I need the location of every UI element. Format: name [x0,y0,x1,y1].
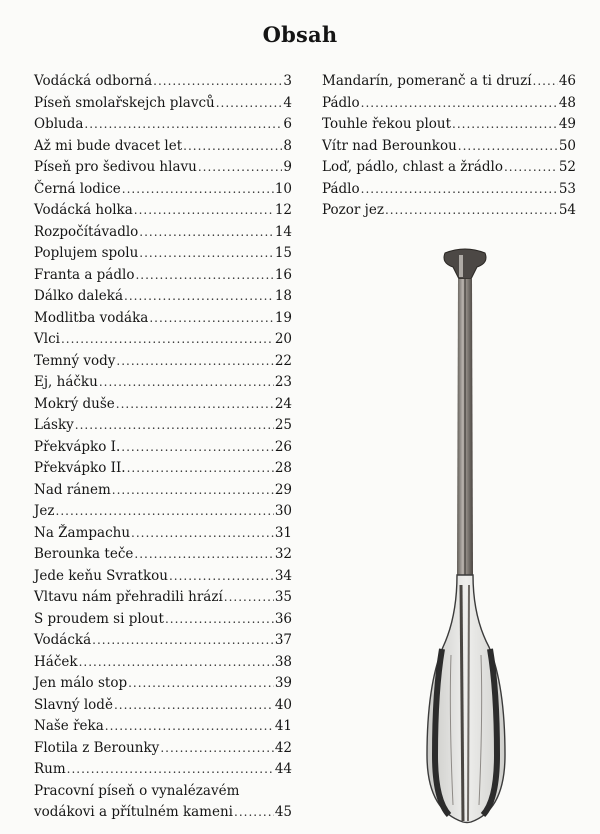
toc-dot-leader [149,311,274,325]
toc-entry [34,116,292,138]
toc-entry [322,116,576,138]
toc-entry-page: 10 [274,180,292,197]
toc-entry-title: Jede keňu Svratkou [34,567,168,584]
toc-entry [34,310,292,332]
toc-entry-title: Loď, pádlo, chlast a žrádlo [322,159,503,175]
toc-dot-leader [92,633,274,647]
toc-entry [34,675,292,697]
toc-entry-title: Touhle řekou plout [322,116,452,132]
toc-entry-page: 9 [283,159,292,175]
toc-entry-page: 23 [274,374,292,390]
toc-entry-page: 53 [558,180,576,197]
toc-entry-page: 6 [283,116,292,132]
toc-entry [34,396,292,418]
toc-entry-title: Až mi bude dvacet let [34,137,183,154]
toc-dot-leader [105,719,274,733]
toc-right-column [322,73,576,224]
toc-entry [34,95,292,117]
toc-entry-page: 8 [283,137,292,154]
toc-entry [34,783,292,826]
toc-entry-title: Modlitba vodáka [34,309,149,326]
toc-entry-title: Flotila z Berounky [34,739,160,756]
toc-entry-page: 50 [558,137,576,154]
toc-entry-page: 39 [274,675,292,691]
toc-dot-leader [67,762,274,776]
toc-entry-page: 38 [274,653,292,670]
toc-entry-title: Vodácká holka [34,202,133,218]
toc-entry-title: Dálko daleká [34,288,124,304]
toc-entry [34,224,292,246]
toc-entry [34,245,292,267]
toc-entry-title: Poplujem spolu [34,245,139,261]
toc-dot-leader [134,203,274,217]
toc-entry-title: Pracovní píseň o vynalézavém [34,782,240,799]
toc-entry [34,331,292,353]
toc-dot-leader [114,698,274,712]
toc-dot-leader [56,504,274,518]
toc-entry-page: 35 [274,589,292,605]
toc-entry-title: Nad ránem [34,481,111,498]
toc-entry-page: 16 [274,266,292,283]
paddle-grip [444,249,486,279]
toc-entry-title: Jen málo stop [34,675,128,691]
toc-entry-page: 24 [274,395,292,412]
toc-entry-title: Vítr nad Berounkou [322,137,457,154]
toc-entry-page: 44 [274,761,292,777]
toc-entry [34,589,292,611]
toc-entry-page: 4 [283,94,292,111]
toc-entry [34,439,292,461]
toc-entry [322,181,576,203]
toc-entry [34,503,292,525]
toc-dot-leader [183,139,282,153]
toc-entry-page: 3 [283,73,292,89]
toc-entry-title: Ej, háčku [34,374,98,390]
toc-dot-leader [61,332,274,346]
toc-entry [34,697,292,719]
toc-entry-title: Mokrý duše [34,395,115,412]
toc-entry [34,654,292,676]
toc-entry-page: 19 [274,309,292,326]
toc-dot-leader [452,117,558,131]
toc-entry-title: Překvápko I. [34,438,121,455]
toc-dot-leader [160,741,274,755]
toc-dot-leader [139,246,274,260]
toc-dot-leader [75,418,274,432]
toc-entry-title: Berounka teče [34,546,134,562]
toc-dot-leader [216,96,283,110]
toc-dot-leader [198,160,283,174]
toc-entry [322,73,576,95]
toc-entry-title: Pozor jez [322,202,384,218]
toc-entry [34,761,292,783]
toc-entry-title: Háček [34,653,78,670]
toc-entry-page: 15 [274,245,292,261]
toc-entry-page: 32 [274,546,292,562]
toc-entry-page: 31 [274,524,292,541]
toc-left-column [34,73,292,826]
toc-entry [322,159,576,181]
toc-entry-title: Vodácká [34,632,92,648]
toc-entry-page: 28 [274,460,292,476]
toc-entry-title: Vltavu nám přehradili hrází [34,589,223,605]
toc-dot-leader [84,117,282,131]
toc-entry-title: Vlci [34,331,60,347]
toc-entry-page: 26 [274,438,292,455]
toc-entry [34,374,292,396]
toc-entry-page: 41 [274,718,292,734]
toc-entry-title: Pádlo [322,94,360,111]
toc-entry-page: 18 [274,288,292,304]
toc-dot-leader [124,289,274,303]
toc-dot-leader [127,461,274,475]
toc-entry-title: Pádlo [322,180,360,197]
toc-dot-leader [99,375,274,389]
toc-dot-leader [169,569,274,583]
toc-entry-title-continued: vodákovi a přítulném kameni [34,804,233,820]
page-title: Obsah [262,22,338,47]
toc-dot-leader [224,590,274,604]
toc-entry-title: Mandarín, pomeranč a ti druzí [322,73,532,89]
toc-entry-page: 54 [558,202,576,218]
toc-entry-page: 48 [558,94,576,111]
toc-entry-title: Vodácká odborná [34,73,153,89]
toc-entry [34,138,292,160]
toc-entry-page: 42 [274,739,292,756]
toc-entry [34,460,292,482]
toc-dot-leader [153,74,282,88]
toc-entry-title: Píseň pro šedivou hlavu [34,159,197,175]
toc-entry-page: 52 [558,159,576,175]
toc-entry-page: 29 [274,481,292,498]
toc-dot-leader [504,160,558,174]
toc-entry-page: 14 [274,223,292,240]
toc-entry [34,718,292,740]
toc-entry-page: 20 [274,331,292,347]
toc-entry-title: Překvápko II. [34,460,126,476]
toc-entry-title: Píseň smolařskejch plavců [34,94,215,111]
toc-entry [34,568,292,590]
toc-entry [34,546,292,568]
toc-dot-leader [234,805,274,819]
toc-entry [34,740,292,762]
toc-entry-page: 49 [558,116,576,132]
toc-entry-page: 40 [274,696,292,713]
toc-entry [322,95,576,117]
toc-dot-leader [116,354,273,368]
toc-entry-title: Rozpočítávadlo [34,223,139,240]
toc-entry-page: 45 [274,804,292,820]
toc-dot-leader [361,182,558,196]
toc-entry [34,611,292,633]
toc-entry [34,632,292,654]
toc-entry [34,288,292,310]
toc-entry-page: 30 [274,503,292,519]
toc-entry-title: Černá lodice [34,180,121,197]
toc-entry-title: Lásky [34,417,74,433]
toc-entry [322,202,576,224]
toc-dot-leader [79,655,274,669]
toc-entry [322,138,576,160]
toc-dot-leader [361,96,558,110]
toc-dot-leader [131,526,274,540]
toc-dot-leader [135,268,273,282]
toc-entry-page: 25 [274,417,292,433]
toc-entry [34,353,292,375]
toc-entry [34,202,292,224]
toc-entry [34,181,292,203]
toc-dot-leader [134,547,273,561]
toc-entry-title: S proudem si plout [34,610,164,627]
toc-entry-title: Jez [34,503,55,519]
toc-dot-leader [112,483,274,497]
toc-dot-leader [128,676,274,690]
toc-dot-leader [458,139,558,153]
toc-dot-leader [121,440,274,454]
toc-dot-leader [116,397,274,411]
toc-entry [34,159,292,181]
toc-entry-title: Naše řeka [34,718,104,734]
paddle-illustration [405,245,525,825]
toc-entry [34,267,292,289]
toc-entry-page: 46 [558,73,576,89]
toc-dot-leader [385,203,558,217]
toc-entry-title: Temný vody [34,352,116,369]
toc-dot-leader [533,74,558,88]
toc-entry-title: Franta a pádlo [34,266,135,283]
toc-entry [34,482,292,504]
toc-entry-page: 36 [274,610,292,627]
toc-entry-title: Na Žampachu [34,524,131,541]
toc-entry-page: 22 [274,352,292,369]
toc-entry-page: 37 [274,632,292,648]
toc-entry-title: Slavný lodě [34,696,113,713]
toc-entry [34,525,292,547]
toc-entry [34,417,292,439]
toc-entry-page: 34 [274,567,292,584]
toc-entry-page: 12 [274,202,292,218]
toc-entry-title: Obluda [34,116,84,132]
toc-dot-leader [165,612,274,626]
toc-dot-leader [139,225,274,239]
toc-entry-title: Rum [34,761,66,777]
toc-dot-leader [122,182,274,196]
toc-entry [34,73,292,95]
